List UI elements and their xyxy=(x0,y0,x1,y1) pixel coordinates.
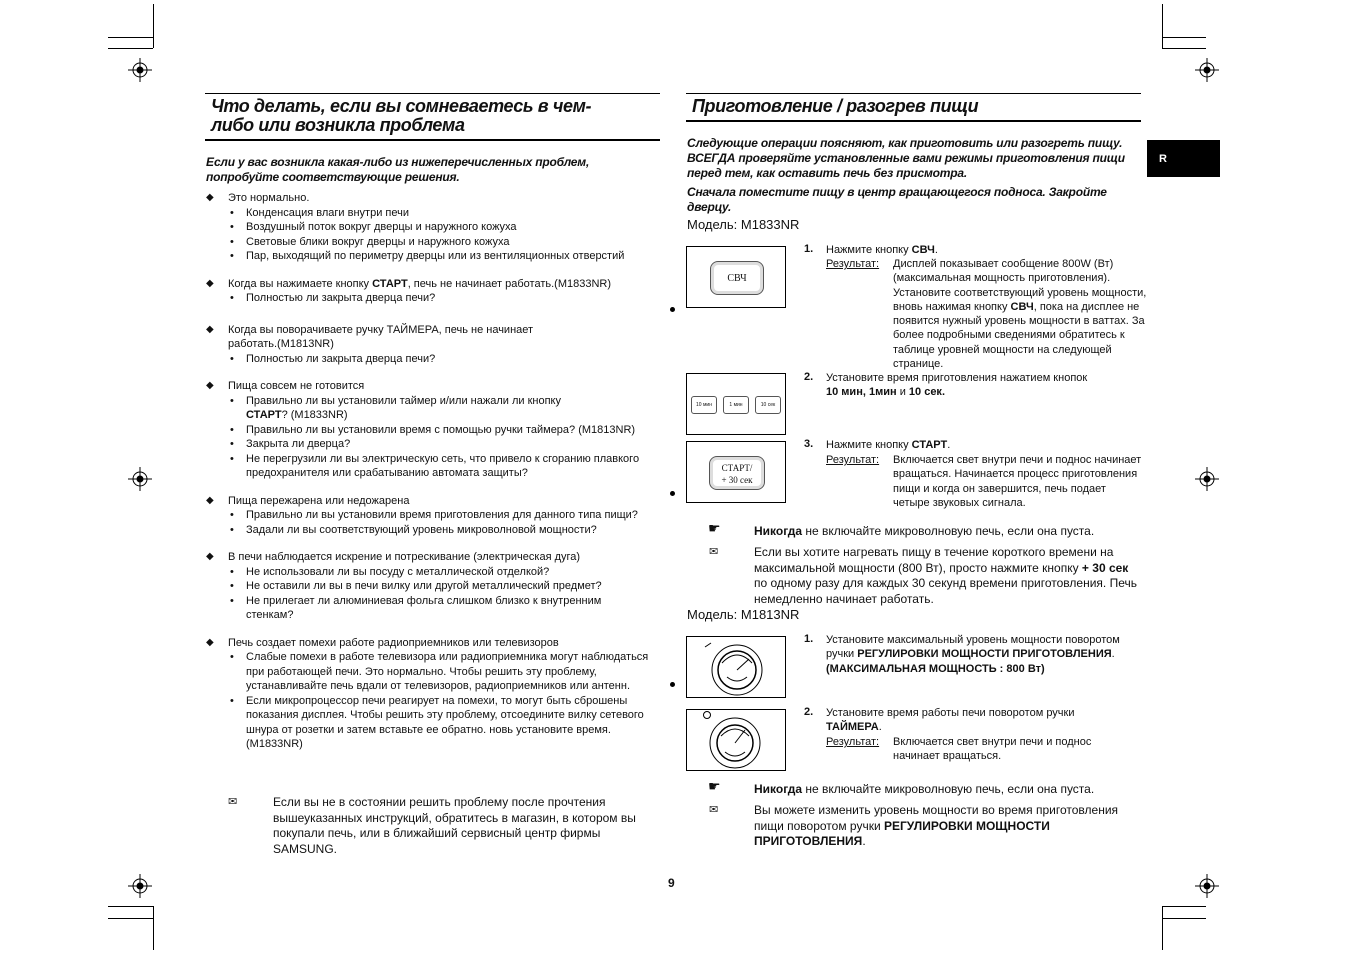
list-item: Не прилегает ли алюминиевая фольга слишком близко к внутренним стенкам? xyxy=(246,594,602,621)
power-knob-icon xyxy=(687,637,787,699)
registration-mark-icon xyxy=(1195,58,1219,82)
group-not-cooking xyxy=(206,379,666,481)
10min-button xyxy=(691,396,717,414)
step-text-tail: . xyxy=(1111,648,1115,661)
registration-mark-icon xyxy=(1195,874,1219,898)
bullet-icon: • xyxy=(230,651,234,663)
result-text: Дисплей показывает сообщение 800W (Вт) (максимальная мощность приготовления). Установите соответствующий уровень мощности, вновь нажимая кнопку xyxy=(893,258,1147,313)
step-3-result: Включается свет внутри печи и поднос начинает вращаться. Начинается процесс приготовления пищи и когда он завершится, печь подает четыре звуковых сигнала. xyxy=(893,454,1142,509)
step-3-text xyxy=(826,438,1146,452)
diamond-bullet-icon: ◆ xyxy=(206,380,214,391)
list-item: Закрыта ли дверца? xyxy=(246,438,351,450)
left-note: Если вы не в состоянии решить проблему после прочтения вышеуказанных инструкций, обратитесь в магазин, в котором вы покупали печь, или в ближайший сервисный центр фирмы SAMSUNG. xyxy=(273,795,636,856)
separator: , xyxy=(862,386,869,399)
group-heading: Печь создает помехи работе радиоприемников или телевизоров xyxy=(228,636,559,649)
start-button-illustration xyxy=(686,441,786,503)
start-keyword: СТАРТ xyxy=(246,409,282,421)
bullet-icon: • xyxy=(230,565,234,578)
10min-label: 10 мин xyxy=(696,402,712,408)
right-title-rule-bottom xyxy=(686,120,1141,122)
group-timer-knob xyxy=(206,323,666,367)
max-power-note: (МАКСИМАЛЬНАЯ МОЩНОСТЬ : 800 Вт) xyxy=(826,662,1045,675)
registration-mark-icon xyxy=(128,58,152,82)
group-heading: В печи наблюдается искрение и потрескивание (электрическая дуга) xyxy=(228,551,581,563)
svch-button-illustration xyxy=(686,246,786,308)
note-1 xyxy=(754,545,1144,607)
center-mark xyxy=(670,307,675,312)
note-icon: ✉ xyxy=(709,546,719,558)
model-heading xyxy=(687,607,799,622)
left-page-title: Что делать, если вы сомневаетесь в чем-либо или возникла проблема xyxy=(211,96,592,135)
group-heading: Пища пережарена или недожарена xyxy=(228,494,410,507)
group-heading: Когда вы нажимаете кнопку xyxy=(228,277,373,290)
left-intro: Если у вас возникла какая-либо из нижеперечисленных проблем, попробуйте соответствующие решения. xyxy=(206,155,590,184)
timer-keyword: ТАЙМЕРА xyxy=(826,721,879,734)
model2-step-2-text xyxy=(826,706,1146,735)
10min-keyword: 10 мин xyxy=(826,386,863,399)
step-text: Нажмите кнопку xyxy=(826,244,912,256)
group-normal xyxy=(206,191,666,264)
step-number: 1. xyxy=(804,243,814,255)
list-item: Полностью ли закрыта дверца печи? xyxy=(246,352,436,365)
group-arcing xyxy=(206,550,666,623)
bullet-icon: • xyxy=(230,523,234,536)
svch-keyword: СВЧ xyxy=(911,244,935,256)
diamond-bullet-icon: ◆ xyxy=(206,277,214,289)
warning-text: не включайте микроволновую печь, если она пуста. xyxy=(802,524,1095,538)
pointing-hand-icon: ☛ xyxy=(708,778,721,794)
list-item: Правильно ли вы установили время с помощью ручки таймера? (M1813NR) xyxy=(246,423,636,436)
note-2 xyxy=(754,803,1139,850)
group-over-under-cooked xyxy=(206,494,666,538)
list-item xyxy=(246,394,586,423)
10sec-keyword: 10 сек. xyxy=(908,386,945,399)
result-label: Результат: xyxy=(826,258,880,270)
right-intro-2: Сначала поместите пищу в центр вращающегося подноса. Закройте дверцу. xyxy=(687,185,1107,214)
page-number: 9 xyxy=(668,876,675,890)
power-knob-illustration xyxy=(686,636,786,698)
power-knob-keyword: РЕГУЛИРОВКИ МОЩНОСТИ ПРИГОТОВЛЕНИЯ xyxy=(754,818,1050,848)
left-title-rule-bottom xyxy=(205,139,660,141)
list-item: Слабые помехи в работе телевизора или радиоприемника могут наблюдаться при работающей печи. Это нормально. Чтобы решить эту проблему, устанавливайте печь вдали от телевизоров, радиоприемников или антенн. xyxy=(246,651,649,692)
model2-step-1-text xyxy=(826,633,1146,676)
list-item-tail: ? (M1833NR) xyxy=(281,409,348,421)
bullet-icon: • xyxy=(230,221,234,233)
separator: и xyxy=(896,386,909,399)
group-start-button xyxy=(206,277,666,306)
warning-1 xyxy=(754,524,1144,540)
bullet-icon: • xyxy=(230,694,234,707)
step-text-tail: . xyxy=(934,244,938,256)
troubleshooting-list xyxy=(206,191,666,752)
start-button-sublabel: + 30 сек xyxy=(721,475,753,485)
step-number: 3. xyxy=(804,438,814,450)
note-text-tail: . xyxy=(862,834,866,848)
warning-2 xyxy=(754,782,1144,798)
list-item: Задали ли вы соответствующий уровень микроволновой мощности? xyxy=(246,523,597,536)
note-icon: ✉ xyxy=(709,804,719,816)
1min-label: 1 мин xyxy=(729,402,743,408)
start-keyword: СТАРТ xyxy=(372,277,408,290)
svch-keyword: СВЧ xyxy=(1010,300,1034,313)
list-item: Полностью ли закрыта дверца печи? xyxy=(246,292,436,304)
never-keyword: Никогда xyxy=(754,782,803,796)
step-2-text xyxy=(826,371,1146,400)
1min-keyword: 1мин xyxy=(868,386,897,399)
group-heading: Пища совсем не готовится xyxy=(228,380,365,392)
power-knob-keyword: РЕГУЛИРОВКИ МОЩНОСТИ ПРИГОТОВЛЕНИЯ xyxy=(857,648,1112,661)
warning-text: не включайте микроволновую печь, если она пуста. xyxy=(802,782,1095,796)
list-item: Пар, выходящий по периметру дверцы или из вентиляционных отверстий xyxy=(246,250,625,262)
result-label: Результат: xyxy=(826,736,880,748)
step-1-result xyxy=(893,257,1148,371)
diamond-bullet-icon: ◆ xyxy=(206,494,214,506)
bullet-icon: • xyxy=(230,206,234,219)
bullet-icon: • xyxy=(230,235,234,248)
never-keyword: Никогда xyxy=(754,524,803,538)
left-title-rule-top xyxy=(205,93,660,94)
registration-mark-icon xyxy=(128,467,152,491)
pointing-hand-icon: ☛ xyxy=(708,520,721,536)
10sec-label: 10 сек xyxy=(760,402,776,408)
time-buttons-illustration xyxy=(686,373,786,435)
model2-step-2-result: Включается свет внутри печи и поднос начинает вращаться. xyxy=(893,736,1092,763)
bullet-icon: • xyxy=(230,452,234,465)
step-number: 2. xyxy=(804,706,814,718)
diamond-bullet-icon: ◆ xyxy=(206,323,214,335)
list-item: Не оставили ли вы в печи вилку или другой металлический предмет? xyxy=(246,580,602,592)
timer-knob-illustration xyxy=(686,709,786,771)
step-text-tail: . xyxy=(947,439,951,451)
bullet-icon: • xyxy=(230,352,234,365)
bullet-icon: • xyxy=(230,509,234,521)
registration-mark-icon xyxy=(1195,467,1219,491)
list-item: Воздушный поток вокруг дверцы и наружного кожуха xyxy=(246,221,517,233)
list-item: Световые блики вокруг дверцы и наружного кожуха xyxy=(246,235,510,248)
model-prefix: Модель: xyxy=(687,607,741,622)
note-text-tail: по одному разу для каждых 30 секунд времени приготовления. Печь немедленно начинает работать. xyxy=(754,576,1137,606)
language-tab: R xyxy=(1147,140,1220,177)
bullet-icon: • xyxy=(230,423,234,436)
bullet-icon: • xyxy=(230,250,234,262)
right-title-rule-top xyxy=(686,93,1141,94)
step-number: 2. xyxy=(804,371,814,383)
bullet-icon: • xyxy=(230,580,234,592)
note-text: Если вы хотите нагревать пищу в течение короткого времени на максимальной мощности (800 Вт), просто нажмите кнопку xyxy=(754,545,1114,575)
diamond-bullet-icon: ◆ xyxy=(206,551,214,562)
result-label: Результат: xyxy=(826,454,880,466)
timer-knob-icon xyxy=(687,710,787,772)
group-heading: Это нормально. xyxy=(228,192,310,204)
list-item-text: Правильно ли вы установили таймер и/или нажали ли кнопку xyxy=(246,394,561,407)
10sec-button xyxy=(755,396,781,414)
note-text: Вы можете изменить уровень мощности во время приготовления пищи поворотом ручки xyxy=(754,803,1119,833)
model-name: M1813NR xyxy=(740,607,800,622)
bullet-icon: • xyxy=(230,594,234,607)
step-text: Установите время приготовления нажатием кнопок xyxy=(826,372,1088,384)
start-button xyxy=(709,456,765,490)
model-heading xyxy=(687,217,799,232)
result-text-tail: , пока на дисплее не появится нужный уровень мощности в ваттах. За более подробными сведениями обратитесь к таблице уровней мощности на следующей странице. xyxy=(893,300,1145,371)
1min-button xyxy=(723,396,749,414)
group-heading-tail: , печь не начинает работать.(M1833NR) xyxy=(407,277,612,290)
bullet-icon: • xyxy=(230,394,234,407)
start-button-label: СТАРТ/ xyxy=(721,463,753,473)
center-mark xyxy=(670,682,675,687)
step-text: Установите время работы печи поворотом ручки xyxy=(826,707,1075,719)
list-item: Не перегрузили ли вы электрическую сеть, что привело к сгоранию плавкого предохранителя или срабатыванию автомата защиты? xyxy=(246,452,640,479)
list-item: Если микропроцессор печи реагирует на помехи, то могут быть сброшены показания дисплея. Чтобы решить эту проблему, отсоедините вилку сетевого шнура от розетки и затем вставьте ее обратно. новь установите время.(M1833NR) xyxy=(246,694,644,750)
step-text: Установите максимальный уровень мощности поворотом ручки xyxy=(826,634,1120,661)
start-keyword: СТАРТ xyxy=(911,439,948,451)
30sec-keyword: + 30 сек xyxy=(1081,560,1129,575)
model-name: M1833NR xyxy=(740,217,800,232)
right-page-title: Приготовление / разогрев пищи xyxy=(692,96,979,116)
center-mark xyxy=(670,491,675,496)
list-item: Правильно ли вы установили время приготовления для данного типа пищи? xyxy=(246,509,638,521)
right-intro-1: Следующие операции поясняют, как приготовить или разогреть пищу. ВСЕГДА проверяйте установленные вами режимы приготовления пищи перед тем, как оставить печь без присмотра. xyxy=(687,136,1125,180)
group-interference xyxy=(206,636,666,752)
diamond-bullet-icon: ◆ xyxy=(206,636,214,648)
list-item: Конденсация влаги внутри печи xyxy=(246,206,409,219)
step-text: Нажмите кнопку xyxy=(826,439,912,451)
step-text-tail: . xyxy=(878,721,882,734)
group-heading: Когда вы поворачиваете ручку ТАЙМЕРА, печь не начинает работать.(M1813NR) xyxy=(228,323,534,350)
svch-button-label: СВЧ xyxy=(727,273,747,284)
step-1-text xyxy=(826,243,1146,257)
step-number: 1. xyxy=(804,633,814,645)
svch-button xyxy=(710,261,764,295)
registration-mark-icon xyxy=(128,874,152,898)
diamond-bullet-icon: ◆ xyxy=(206,192,214,203)
list-item: Не использовали ли вы посуду с металлической отделкой? xyxy=(246,565,550,578)
bullet-icon: • xyxy=(230,292,234,304)
note-icon: ✉ xyxy=(228,796,238,808)
model-prefix: Модель: xyxy=(687,217,741,232)
bullet-icon: • xyxy=(230,438,234,450)
